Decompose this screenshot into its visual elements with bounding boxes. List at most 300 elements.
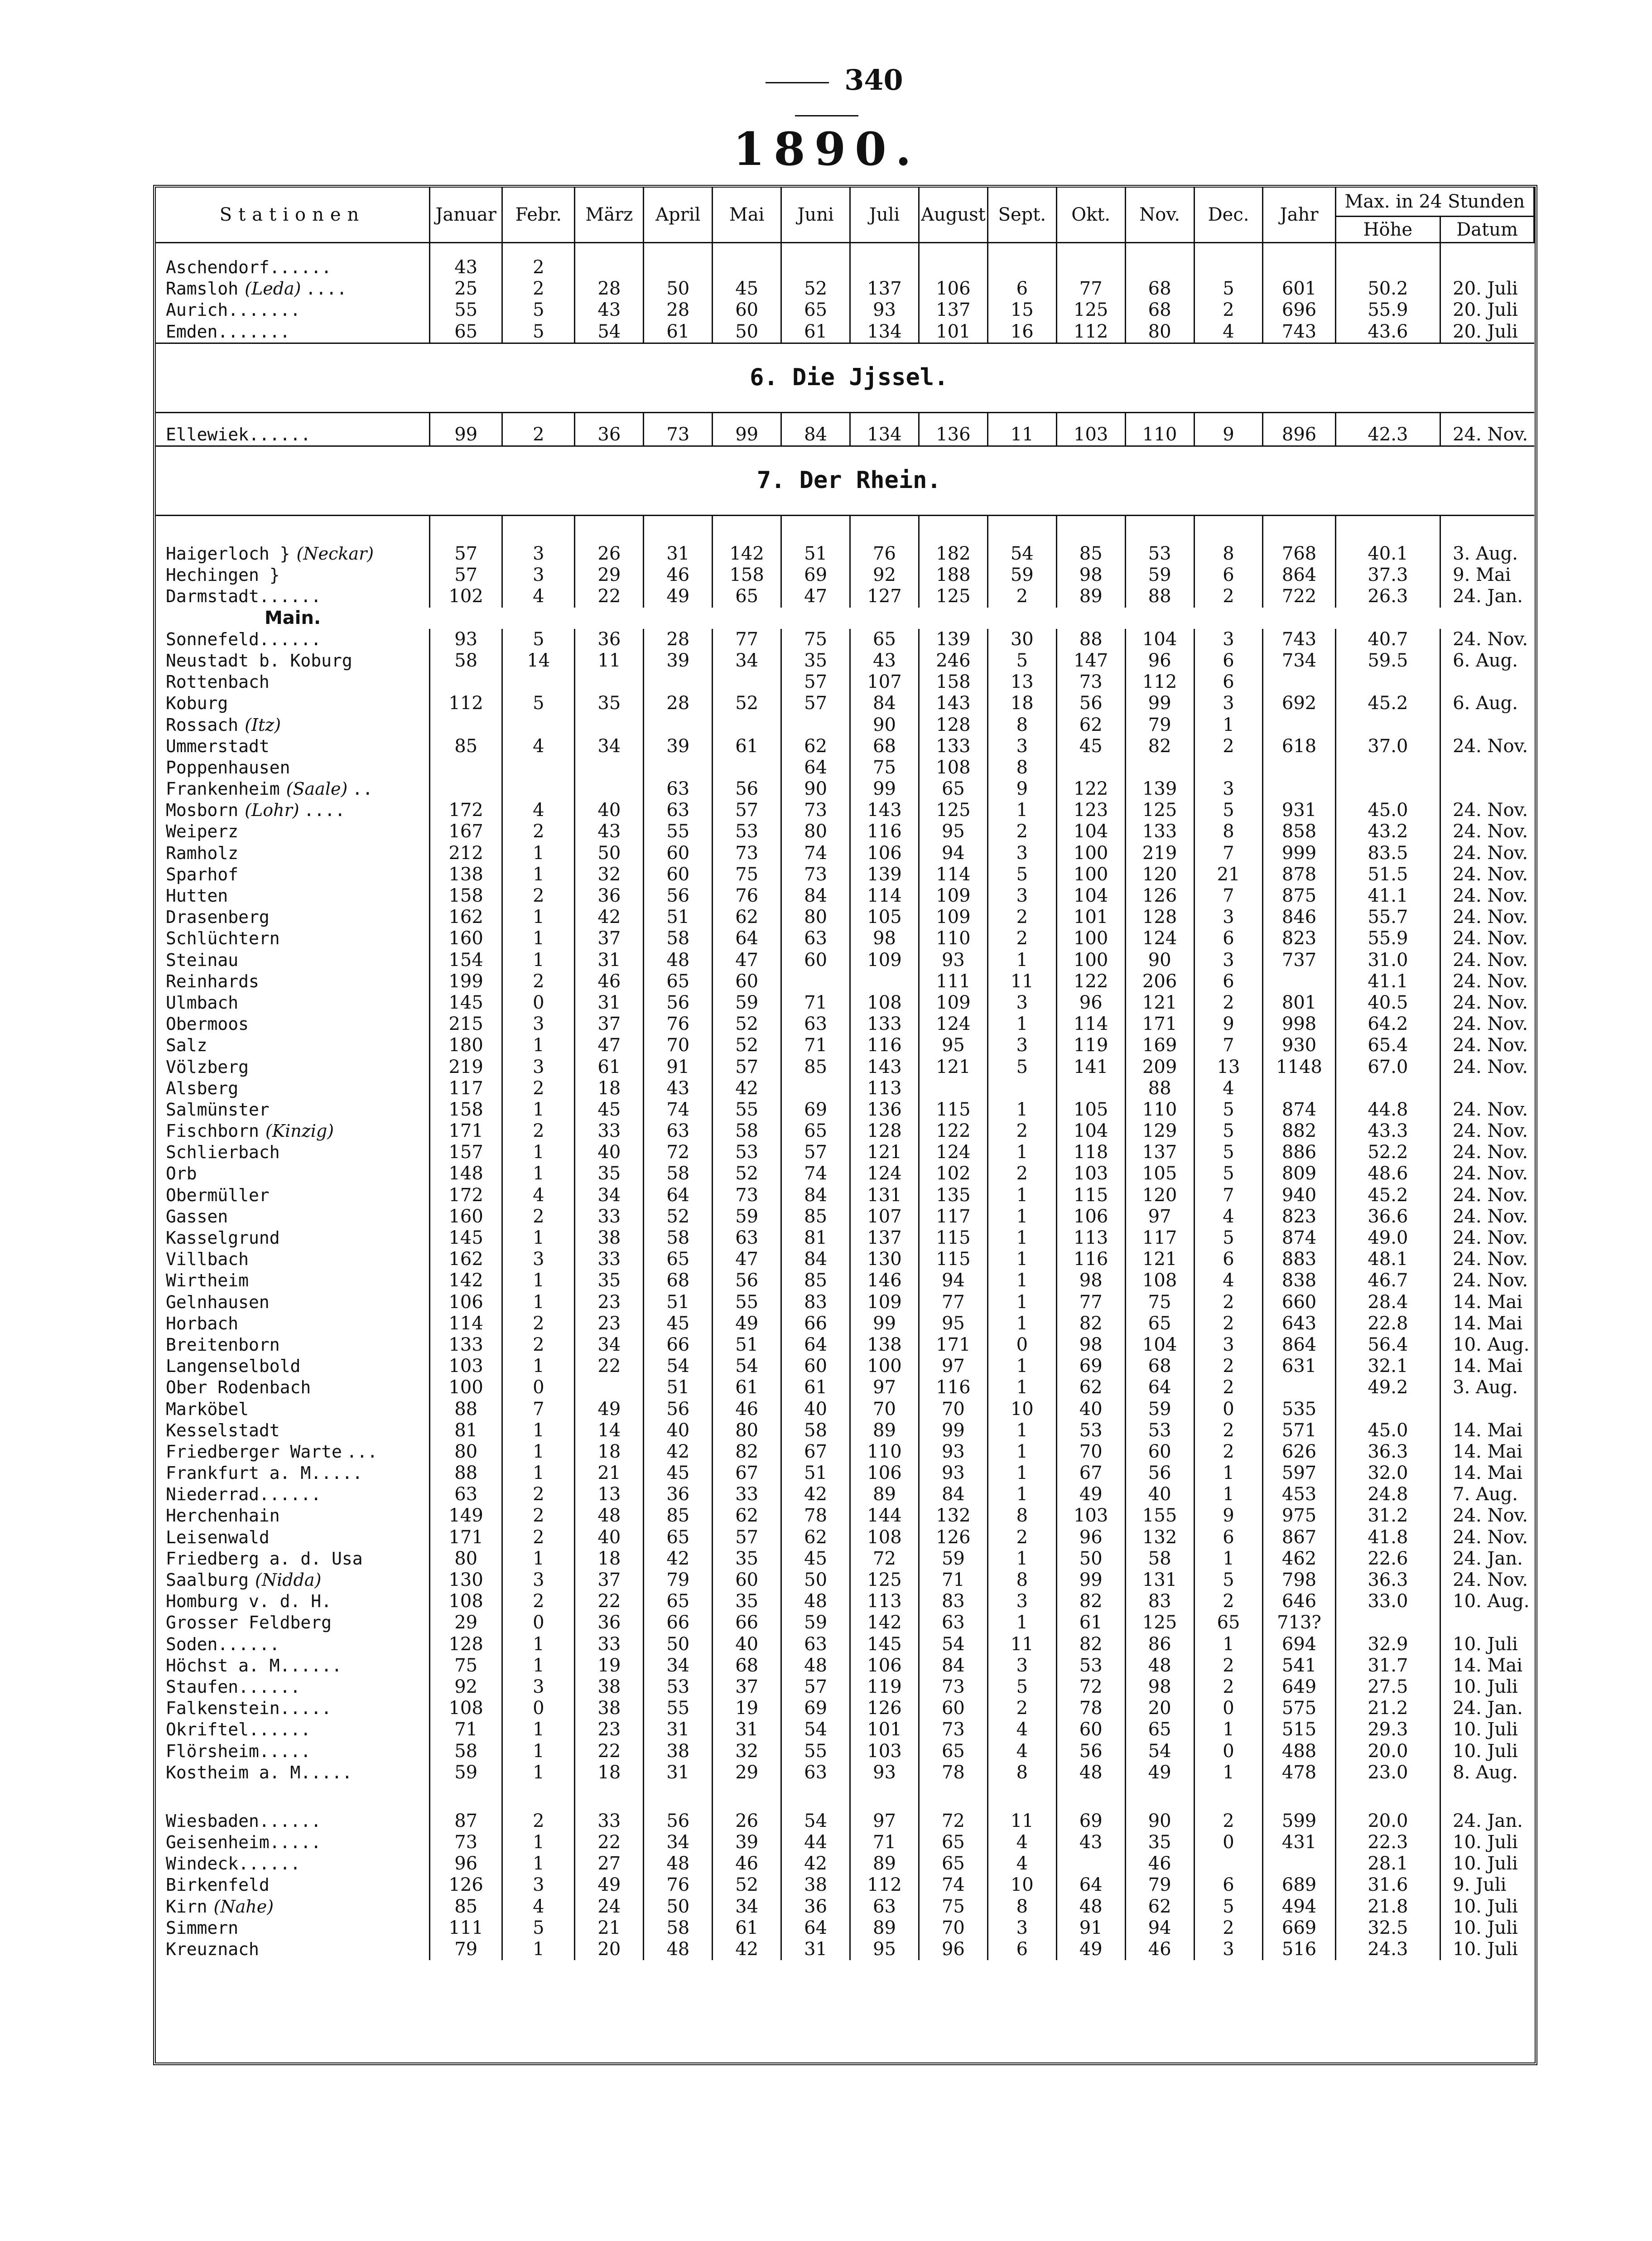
max-date-cell bbox=[1440, 1612, 1534, 1633]
month-value-cell: 31 bbox=[644, 1762, 713, 1783]
month-value-cell: 6 bbox=[1194, 928, 1263, 949]
month-value-cell: 64 bbox=[713, 928, 781, 949]
month-value-cell: 31 bbox=[575, 992, 644, 1014]
month-value-cell: 48 bbox=[644, 1939, 713, 1960]
month-value-cell: 143 bbox=[850, 800, 919, 821]
max-height-cell: 40.1 bbox=[1335, 543, 1440, 565]
max-date-cell: 10. Juli bbox=[1440, 1634, 1534, 1655]
year-total-cell: 931 bbox=[1263, 800, 1335, 821]
month-value-cell: 1 bbox=[987, 1206, 1056, 1227]
month-value-cell bbox=[502, 757, 575, 778]
station-name: Simmern bbox=[166, 1917, 239, 1938]
month-value-cell: 43 bbox=[644, 1078, 713, 1099]
station-cell bbox=[156, 1163, 430, 1184]
station-name: Herchenhain bbox=[166, 1506, 280, 1526]
month-value-cell: 98 bbox=[850, 928, 919, 949]
spacer-cell bbox=[502, 243, 575, 257]
station-cell bbox=[156, 1398, 430, 1420]
month-value-cell: 127 bbox=[850, 586, 919, 607]
month-value-cell: 5 bbox=[1194, 1896, 1263, 1917]
month-value-cell: 134 bbox=[850, 424, 919, 446]
spacer-cell bbox=[1056, 515, 1125, 543]
month-value-cell: 59 bbox=[1125, 1398, 1194, 1420]
month-value-cell: 21 bbox=[575, 1917, 644, 1939]
month-value-cell: 45 bbox=[781, 1548, 850, 1570]
month-value-cell: 63 bbox=[781, 1634, 850, 1655]
month-value-cell: 3 bbox=[502, 565, 575, 586]
month-value-cell: 82 bbox=[1056, 1313, 1125, 1334]
month-value-cell: 7 bbox=[1194, 843, 1263, 864]
month-value-cell: 76 bbox=[644, 1014, 713, 1035]
month-value-cell: 84 bbox=[781, 1185, 850, 1206]
month-value-cell: 81 bbox=[781, 1227, 850, 1249]
max-date-cell: 7. Aug. bbox=[1440, 1484, 1534, 1505]
month-value-cell: 57 bbox=[781, 671, 850, 693]
station-cell bbox=[156, 586, 430, 607]
month-value-cell: 34 bbox=[713, 650, 781, 671]
table-row bbox=[156, 650, 1534, 671]
month-value-cell: 57 bbox=[781, 1142, 850, 1163]
max-date-cell: 24. Nov. bbox=[1440, 992, 1534, 1014]
month-value-cell: 3 bbox=[987, 1035, 1056, 1056]
month-value-cell: 78 bbox=[781, 1505, 850, 1526]
table-row bbox=[156, 1939, 1534, 1960]
month-value-cell: 60 bbox=[644, 864, 713, 885]
month-value-cell: 145 bbox=[430, 1227, 502, 1249]
station-cell bbox=[156, 1832, 430, 1853]
station-cell bbox=[156, 1939, 430, 1960]
station-cell bbox=[156, 424, 430, 446]
month-value-cell: 77 bbox=[1056, 278, 1125, 299]
month-value-cell: 34 bbox=[644, 1832, 713, 1853]
month-value-cell: 58 bbox=[644, 1163, 713, 1184]
month-value-cell: 100 bbox=[1056, 950, 1125, 971]
month-value-cell: 142 bbox=[713, 543, 781, 565]
station-name: Marköbel bbox=[166, 1399, 249, 1419]
month-value-cell: 19 bbox=[713, 1698, 781, 1719]
year-total-cell: 823 bbox=[1263, 1206, 1335, 1227]
month-value-cell: 60 bbox=[781, 1356, 850, 1377]
month-value-cell: 0 bbox=[502, 1377, 575, 1398]
max-height-cell: 41.1 bbox=[1335, 885, 1440, 907]
spacer-cell bbox=[430, 1783, 502, 1811]
month-value-cell: 2 bbox=[502, 424, 575, 446]
table-row bbox=[156, 928, 1534, 949]
month-value-cell: 37 bbox=[713, 1676, 781, 1698]
max-date-cell: 8. Aug. bbox=[1440, 1762, 1534, 1783]
year-total-cell: 875 bbox=[1263, 885, 1335, 907]
month-value-cell: 0 bbox=[1194, 1832, 1263, 1853]
station-cell bbox=[156, 928, 430, 949]
month-value-cell: 55 bbox=[644, 1698, 713, 1719]
year-total-cell: 599 bbox=[1263, 1811, 1335, 1832]
month-value-cell: 67 bbox=[713, 1463, 781, 1484]
month-value-cell: 1 bbox=[1194, 1719, 1263, 1740]
station-name: Kostheim a. M..... bbox=[166, 1762, 352, 1782]
station-name: Ramsloh bbox=[166, 279, 239, 299]
max-date-cell bbox=[1440, 757, 1534, 778]
station-name: Ellewiek...... bbox=[166, 424, 311, 444]
month-value-cell: 136 bbox=[919, 424, 987, 446]
month-value-cell: 103 bbox=[1056, 424, 1125, 446]
station-name: Frankfurt a. M..... bbox=[166, 1463, 363, 1483]
month-value-cell: 3 bbox=[502, 1676, 575, 1698]
month-value-cell: 115 bbox=[1056, 1185, 1125, 1206]
max-height-cell: 27.5 bbox=[1335, 1676, 1440, 1698]
month-value-cell bbox=[575, 778, 644, 800]
month-value-cell: 61 bbox=[644, 321, 713, 343]
month-value-cell: 78 bbox=[919, 1762, 987, 1783]
spacer-cell bbox=[1263, 412, 1335, 424]
month-value-cell: 3 bbox=[1194, 693, 1263, 714]
spacer-cell bbox=[987, 412, 1056, 424]
month-value-cell: 4 bbox=[987, 1853, 1056, 1874]
month-value-cell: 61 bbox=[713, 1377, 781, 1398]
month-value-cell: 75 bbox=[781, 629, 850, 650]
header-stations: Stationen bbox=[156, 188, 430, 243]
year-total-cell: 999 bbox=[1263, 843, 1335, 864]
month-value-cell bbox=[644, 671, 713, 693]
month-value-cell: 63 bbox=[644, 778, 713, 800]
station-cell bbox=[156, 565, 430, 586]
month-value-cell: 149 bbox=[430, 1505, 502, 1526]
max-height-cell: 52.2 bbox=[1335, 1142, 1440, 1163]
month-value-cell: 74 bbox=[644, 1099, 713, 1120]
month-value-cell: 60 bbox=[919, 1698, 987, 1719]
month-value-cell: 142 bbox=[430, 1270, 502, 1291]
station-cell bbox=[156, 1185, 430, 1206]
month-value-cell: 31 bbox=[781, 1939, 850, 1960]
month-value-cell: 5 bbox=[1194, 800, 1263, 821]
month-value-cell: 102 bbox=[430, 586, 502, 607]
month-value-cell: 43 bbox=[575, 821, 644, 842]
max-height-cell: 33.0 bbox=[1335, 1591, 1440, 1612]
max-date-cell: 24. Nov. bbox=[1440, 424, 1534, 446]
month-value-cell: 180 bbox=[430, 1035, 502, 1056]
month-value-cell: 39 bbox=[713, 1832, 781, 1853]
month-value-cell: 2 bbox=[502, 821, 575, 842]
month-value-cell: 82 bbox=[713, 1441, 781, 1463]
month-value-cell: 2 bbox=[502, 1527, 575, 1548]
month-value-cell: 56 bbox=[644, 992, 713, 1014]
month-value-cell: 2 bbox=[1194, 1441, 1263, 1463]
month-value-cell: 84 bbox=[781, 885, 850, 907]
spacer-row bbox=[156, 515, 1534, 543]
month-value-cell: 55 bbox=[781, 1740, 850, 1762]
month-value-cell: 50 bbox=[575, 843, 644, 864]
month-value-cell: 6 bbox=[1194, 565, 1263, 586]
month-value-cell: 60 bbox=[1125, 1441, 1194, 1463]
table-row bbox=[156, 1206, 1534, 1227]
max-date-cell: 24. Nov. bbox=[1440, 907, 1534, 928]
max-height-cell: 40.5 bbox=[1335, 992, 1440, 1014]
month-value-cell: 65 bbox=[850, 629, 919, 650]
month-value-cell: 79 bbox=[1125, 714, 1194, 735]
month-value-cell: 23 bbox=[575, 1292, 644, 1313]
year-total-cell: 515 bbox=[1263, 1719, 1335, 1740]
month-value-cell: 56 bbox=[713, 1270, 781, 1291]
table-row bbox=[156, 693, 1534, 714]
month-value-cell: 98 bbox=[1056, 565, 1125, 586]
month-value-cell: 50 bbox=[644, 278, 713, 299]
station-cell bbox=[156, 1811, 430, 1832]
month-value-cell: 92 bbox=[850, 565, 919, 586]
month-value-cell: 111 bbox=[919, 971, 987, 992]
max-date-cell bbox=[1440, 1078, 1534, 1099]
max-date-cell bbox=[1440, 1398, 1534, 1420]
month-value-cell: 68 bbox=[644, 1270, 713, 1291]
month-value-cell: 88 bbox=[1125, 1078, 1194, 1099]
station-cell bbox=[156, 1377, 430, 1398]
month-value-cell: 157 bbox=[430, 1142, 502, 1163]
precipitation-table bbox=[156, 188, 1535, 1960]
month-value-cell: 63 bbox=[781, 1762, 850, 1783]
month-value-cell: 50 bbox=[713, 321, 781, 343]
month-value-cell: 65 bbox=[644, 1249, 713, 1270]
spacer-cell bbox=[1056, 1783, 1125, 1811]
month-value-cell: 73 bbox=[781, 800, 850, 821]
month-value-cell: 171 bbox=[430, 1527, 502, 1548]
max-date-cell: 10. Juli bbox=[1440, 1719, 1534, 1740]
max-date-cell: 14. Mai bbox=[1440, 1655, 1534, 1676]
month-value-cell: 125 bbox=[1125, 800, 1194, 821]
max-date-cell: 10. Juli bbox=[1440, 1832, 1534, 1853]
month-value-cell: 2 bbox=[502, 1078, 575, 1099]
year-total-cell: 494 bbox=[1263, 1896, 1335, 1917]
month-value-cell: 114 bbox=[1056, 1014, 1125, 1035]
month-value-cell: 80 bbox=[1125, 321, 1194, 343]
month-value-cell: 79 bbox=[644, 1570, 713, 1591]
month-value-cell: 89 bbox=[850, 1484, 919, 1505]
month-value-cell: 37 bbox=[575, 1014, 644, 1035]
month-value-cell: 1 bbox=[987, 1548, 1056, 1570]
station-cell bbox=[156, 1655, 430, 1676]
month-value-cell: 51 bbox=[644, 1377, 713, 1398]
month-value-cell: 1 bbox=[502, 1463, 575, 1484]
river-name: (Neckar) bbox=[296, 544, 374, 564]
month-value-cell: 31 bbox=[644, 543, 713, 565]
month-value-cell: 58 bbox=[1125, 1548, 1194, 1570]
month-value-cell: 101 bbox=[1056, 907, 1125, 928]
year-total-cell: 643 bbox=[1263, 1313, 1335, 1334]
month-value-cell: 24 bbox=[575, 1896, 644, 1917]
station-cell bbox=[156, 1420, 430, 1441]
month-value-cell: 1 bbox=[987, 1270, 1056, 1291]
month-value-cell bbox=[1194, 257, 1263, 278]
month-value-cell: 65 bbox=[1194, 1612, 1263, 1633]
table-row bbox=[156, 278, 1534, 299]
month-value-cell: 59 bbox=[919, 1548, 987, 1570]
table-row bbox=[156, 1334, 1534, 1356]
month-value-cell: 1 bbox=[987, 1292, 1056, 1313]
month-value-cell: 100 bbox=[1056, 843, 1125, 864]
station-cell bbox=[156, 1463, 430, 1484]
month-value-cell: 7 bbox=[502, 1398, 575, 1420]
station-name: Horbach bbox=[166, 1313, 239, 1333]
month-value-cell: 8 bbox=[987, 1762, 1056, 1783]
month-value-cell: 59 bbox=[430, 1762, 502, 1783]
month-value-cell: 126 bbox=[850, 1698, 919, 1719]
header-month: Nov. bbox=[1125, 188, 1194, 243]
table-row bbox=[156, 1356, 1534, 1377]
table-row bbox=[156, 1676, 1534, 1698]
month-value-cell: 2 bbox=[502, 1484, 575, 1505]
month-value-cell: 34 bbox=[575, 736, 644, 757]
month-value-cell: 6 bbox=[1194, 1249, 1263, 1270]
month-value-cell: 147 bbox=[1056, 650, 1125, 671]
month-value-cell: 38 bbox=[575, 1698, 644, 1719]
month-value-cell: 75 bbox=[1125, 1292, 1194, 1313]
month-value-cell: 95 bbox=[919, 1035, 987, 1056]
year-total-cell: 597 bbox=[1263, 1463, 1335, 1484]
month-value-cell: 72 bbox=[644, 1142, 713, 1163]
station-name: Homburg v. d. H. bbox=[166, 1591, 332, 1612]
month-value-cell: 1 bbox=[987, 1099, 1056, 1120]
station-name: Sparhof bbox=[166, 864, 239, 884]
station-cell bbox=[156, 864, 430, 885]
month-value-cell: 87 bbox=[430, 1811, 502, 1832]
month-value-cell: 2 bbox=[1194, 736, 1263, 757]
max-date-cell: 24. Nov. bbox=[1440, 950, 1534, 971]
max-date-cell: 14. Mai bbox=[1440, 1441, 1534, 1463]
month-value-cell: 49 bbox=[644, 586, 713, 607]
spacer-row bbox=[156, 412, 1534, 424]
month-value-cell: 124 bbox=[919, 1142, 987, 1163]
month-value-cell: 42 bbox=[644, 1548, 713, 1570]
month-value-cell: 39 bbox=[644, 650, 713, 671]
month-value-cell: 126 bbox=[919, 1527, 987, 1548]
month-value-cell: 84 bbox=[850, 693, 919, 714]
month-value-cell: 130 bbox=[430, 1570, 502, 1591]
month-value-cell: 124 bbox=[919, 1014, 987, 1035]
month-value-cell: 8 bbox=[987, 1896, 1056, 1917]
month-value-cell: 130 bbox=[850, 1249, 919, 1270]
month-value-cell: 23 bbox=[575, 1313, 644, 1334]
month-value-cell: 37 bbox=[575, 928, 644, 949]
month-value-cell: 142 bbox=[850, 1612, 919, 1633]
max-date-cell: 24. Nov. bbox=[1440, 885, 1534, 907]
spacer-cell bbox=[1440, 1783, 1534, 1811]
month-value-cell: 143 bbox=[850, 1056, 919, 1077]
month-value-cell: 1 bbox=[502, 950, 575, 971]
month-value-cell: 53 bbox=[1056, 1655, 1125, 1676]
month-value-cell: 120 bbox=[1125, 1185, 1194, 1206]
station-name: Haigerloch } bbox=[166, 544, 290, 564]
month-value-cell: 4 bbox=[987, 1740, 1056, 1762]
month-value-cell: 93 bbox=[919, 1463, 987, 1484]
month-value-cell: 35 bbox=[1125, 1832, 1194, 1853]
month-value-cell: 33 bbox=[575, 1634, 644, 1655]
table-row bbox=[156, 1441, 1534, 1463]
station-name: Rottenbach bbox=[166, 672, 270, 692]
month-value-cell: 60 bbox=[1056, 1719, 1125, 1740]
month-value-cell: 61 bbox=[781, 1377, 850, 1398]
month-value-cell: 33 bbox=[575, 1249, 644, 1270]
station-name: Gelnhausen bbox=[166, 1292, 270, 1312]
month-value-cell: 91 bbox=[1056, 1917, 1125, 1939]
month-value-cell: 154 bbox=[430, 950, 502, 971]
max-height-cell: 36.3 bbox=[1335, 1570, 1440, 1591]
month-value-cell: 88 bbox=[1125, 586, 1194, 607]
month-value-cell: 9 bbox=[1194, 424, 1263, 446]
table-row bbox=[156, 1853, 1534, 1874]
month-value-cell: 4 bbox=[1194, 1206, 1263, 1227]
month-value-cell: 4 bbox=[502, 586, 575, 607]
max-height-cell: 32.1 bbox=[1335, 1356, 1440, 1377]
month-value-cell: 69 bbox=[781, 1099, 850, 1120]
month-value-cell: 57 bbox=[430, 565, 502, 586]
spacer-cell bbox=[156, 412, 430, 424]
month-value-cell: 34 bbox=[713, 1896, 781, 1917]
month-value-cell: 73 bbox=[713, 843, 781, 864]
month-value-cell: 61 bbox=[713, 736, 781, 757]
month-value-cell: 96 bbox=[430, 1853, 502, 1874]
month-value-cell: 38 bbox=[781, 1874, 850, 1896]
max-date-cell: 9. Juli bbox=[1440, 1874, 1534, 1896]
max-date-cell: 24. Nov. bbox=[1440, 843, 1534, 864]
month-value-cell: 20 bbox=[1125, 1698, 1194, 1719]
month-value-cell: 35 bbox=[575, 1270, 644, 1291]
station-cell bbox=[156, 1874, 430, 1896]
month-value-cell: 114 bbox=[919, 864, 987, 885]
month-value-cell: 93 bbox=[430, 629, 502, 650]
month-value-cell: 135 bbox=[919, 1185, 987, 1206]
max-height-cell bbox=[1335, 257, 1440, 278]
month-value-cell: 21 bbox=[1194, 864, 1263, 885]
month-value-cell: 3 bbox=[1194, 950, 1263, 971]
year-total-cell: 689 bbox=[1263, 1874, 1335, 1896]
max-date-cell: 24. Nov. bbox=[1440, 1527, 1534, 1548]
station-name: Aurich....... bbox=[166, 300, 301, 320]
month-value-cell: 137 bbox=[850, 1227, 919, 1249]
table-row bbox=[156, 843, 1534, 864]
month-value-cell: 6 bbox=[1194, 650, 1263, 671]
month-value-cell bbox=[575, 1377, 644, 1398]
month-value-cell: 89 bbox=[850, 1420, 919, 1441]
month-value-cell: 14 bbox=[575, 1420, 644, 1441]
month-value-cell: 56 bbox=[644, 885, 713, 907]
month-value-cell: 56 bbox=[644, 1398, 713, 1420]
month-value-cell: 1 bbox=[987, 1185, 1056, 1206]
page-year-heading: 1890. bbox=[733, 122, 920, 176]
max-date-cell: 24. Jan. bbox=[1440, 586, 1534, 607]
month-value-cell: 47 bbox=[575, 1035, 644, 1056]
month-value-cell: 47 bbox=[781, 586, 850, 607]
month-value-cell: 109 bbox=[919, 992, 987, 1014]
year-total-cell: 734 bbox=[1263, 650, 1335, 671]
max-height-cell: 31.7 bbox=[1335, 1655, 1440, 1676]
max-height-cell: 46.7 bbox=[1335, 1270, 1440, 1291]
month-value-cell: 2 bbox=[1194, 1356, 1263, 1377]
month-value-cell: 90 bbox=[781, 778, 850, 800]
month-value-cell: 97 bbox=[850, 1377, 919, 1398]
month-value-cell: 63 bbox=[713, 1227, 781, 1249]
max-height-cell: 43.6 bbox=[1335, 321, 1440, 343]
month-value-cell: 118 bbox=[1056, 1142, 1125, 1163]
table-row bbox=[156, 864, 1534, 885]
month-value-cell: 136 bbox=[850, 1099, 919, 1120]
month-value-cell: 28 bbox=[644, 693, 713, 714]
year-total-cell: 998 bbox=[1263, 1014, 1335, 1035]
max-height-cell: 40.7 bbox=[1335, 629, 1440, 650]
month-value-cell: 137 bbox=[1125, 1142, 1194, 1163]
max-date-cell: 24. Nov. bbox=[1440, 928, 1534, 949]
spacer-cell bbox=[987, 515, 1056, 543]
spacer-cell bbox=[1440, 515, 1534, 543]
spacer-cell bbox=[1125, 412, 1194, 424]
month-value-cell: 7 bbox=[1194, 1185, 1263, 1206]
table-row bbox=[156, 778, 1534, 800]
